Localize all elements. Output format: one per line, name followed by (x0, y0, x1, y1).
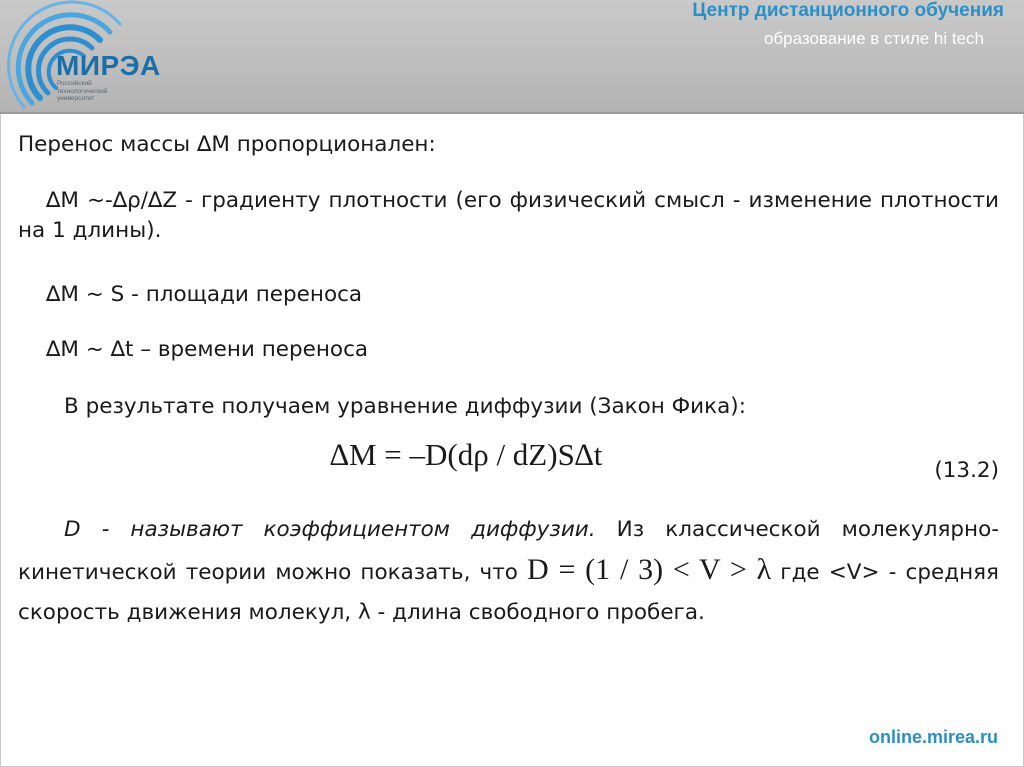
header-title: Центр дистанционного обучения (692, 0, 1004, 21)
footer-site-link[interactable]: online.mirea.ru (868, 727, 998, 747)
diffusion-coefficient-term: D - называют коэффициентом диффузии. (64, 517, 596, 542)
logo-subtitle (57, 80, 167, 103)
paragraph-area: ∆M ~ S - площади переноса (46, 282, 363, 307)
mirea-logo (0, 0, 175, 112)
equation-number: (13.2) (934, 458, 999, 483)
logo-sub-line: технологический (57, 87, 108, 95)
paragraph-text: Из классической молекулярно-кинетической теории можно показать, что (18, 517, 1000, 585)
logo-wordmark: МИРЭА (56, 50, 161, 81)
fick-equation: ∆M = –D(dρ / dZ)S∆t (330, 437, 603, 472)
header-bar (0, 0, 1024, 112)
paragraph-mass-transfer: Перенос массы ∆M пропорционален: (18, 132, 436, 157)
paragraph-diffusion-coefficient (18, 510, 999, 633)
paragraph-text: где <V> - средняя скорость движения молекул, λ - длина свободного пробега. (18, 560, 999, 625)
diffusion-formula: D = (1 / 3) < V > λ (527, 553, 772, 586)
paragraph-result: В результате получаем уравнение диффузии (Закон Фика): (64, 394, 746, 419)
equation-row (18, 437, 999, 484)
logo-sub-line: Российский (57, 80, 92, 87)
header-subtitle: образование в стиле hi tech (763, 29, 984, 48)
logo-sub-line: университет (57, 95, 95, 102)
header-divider (0, 112, 1024, 114)
paragraph-density-gradient: ∆M ~-∆ρ/∆Z - градиенту плотности (его физический смысл - изменение плотности на 1 длины). (18, 188, 999, 243)
paragraph-time: ∆M ~ ∆t – времени переноса (46, 337, 369, 362)
